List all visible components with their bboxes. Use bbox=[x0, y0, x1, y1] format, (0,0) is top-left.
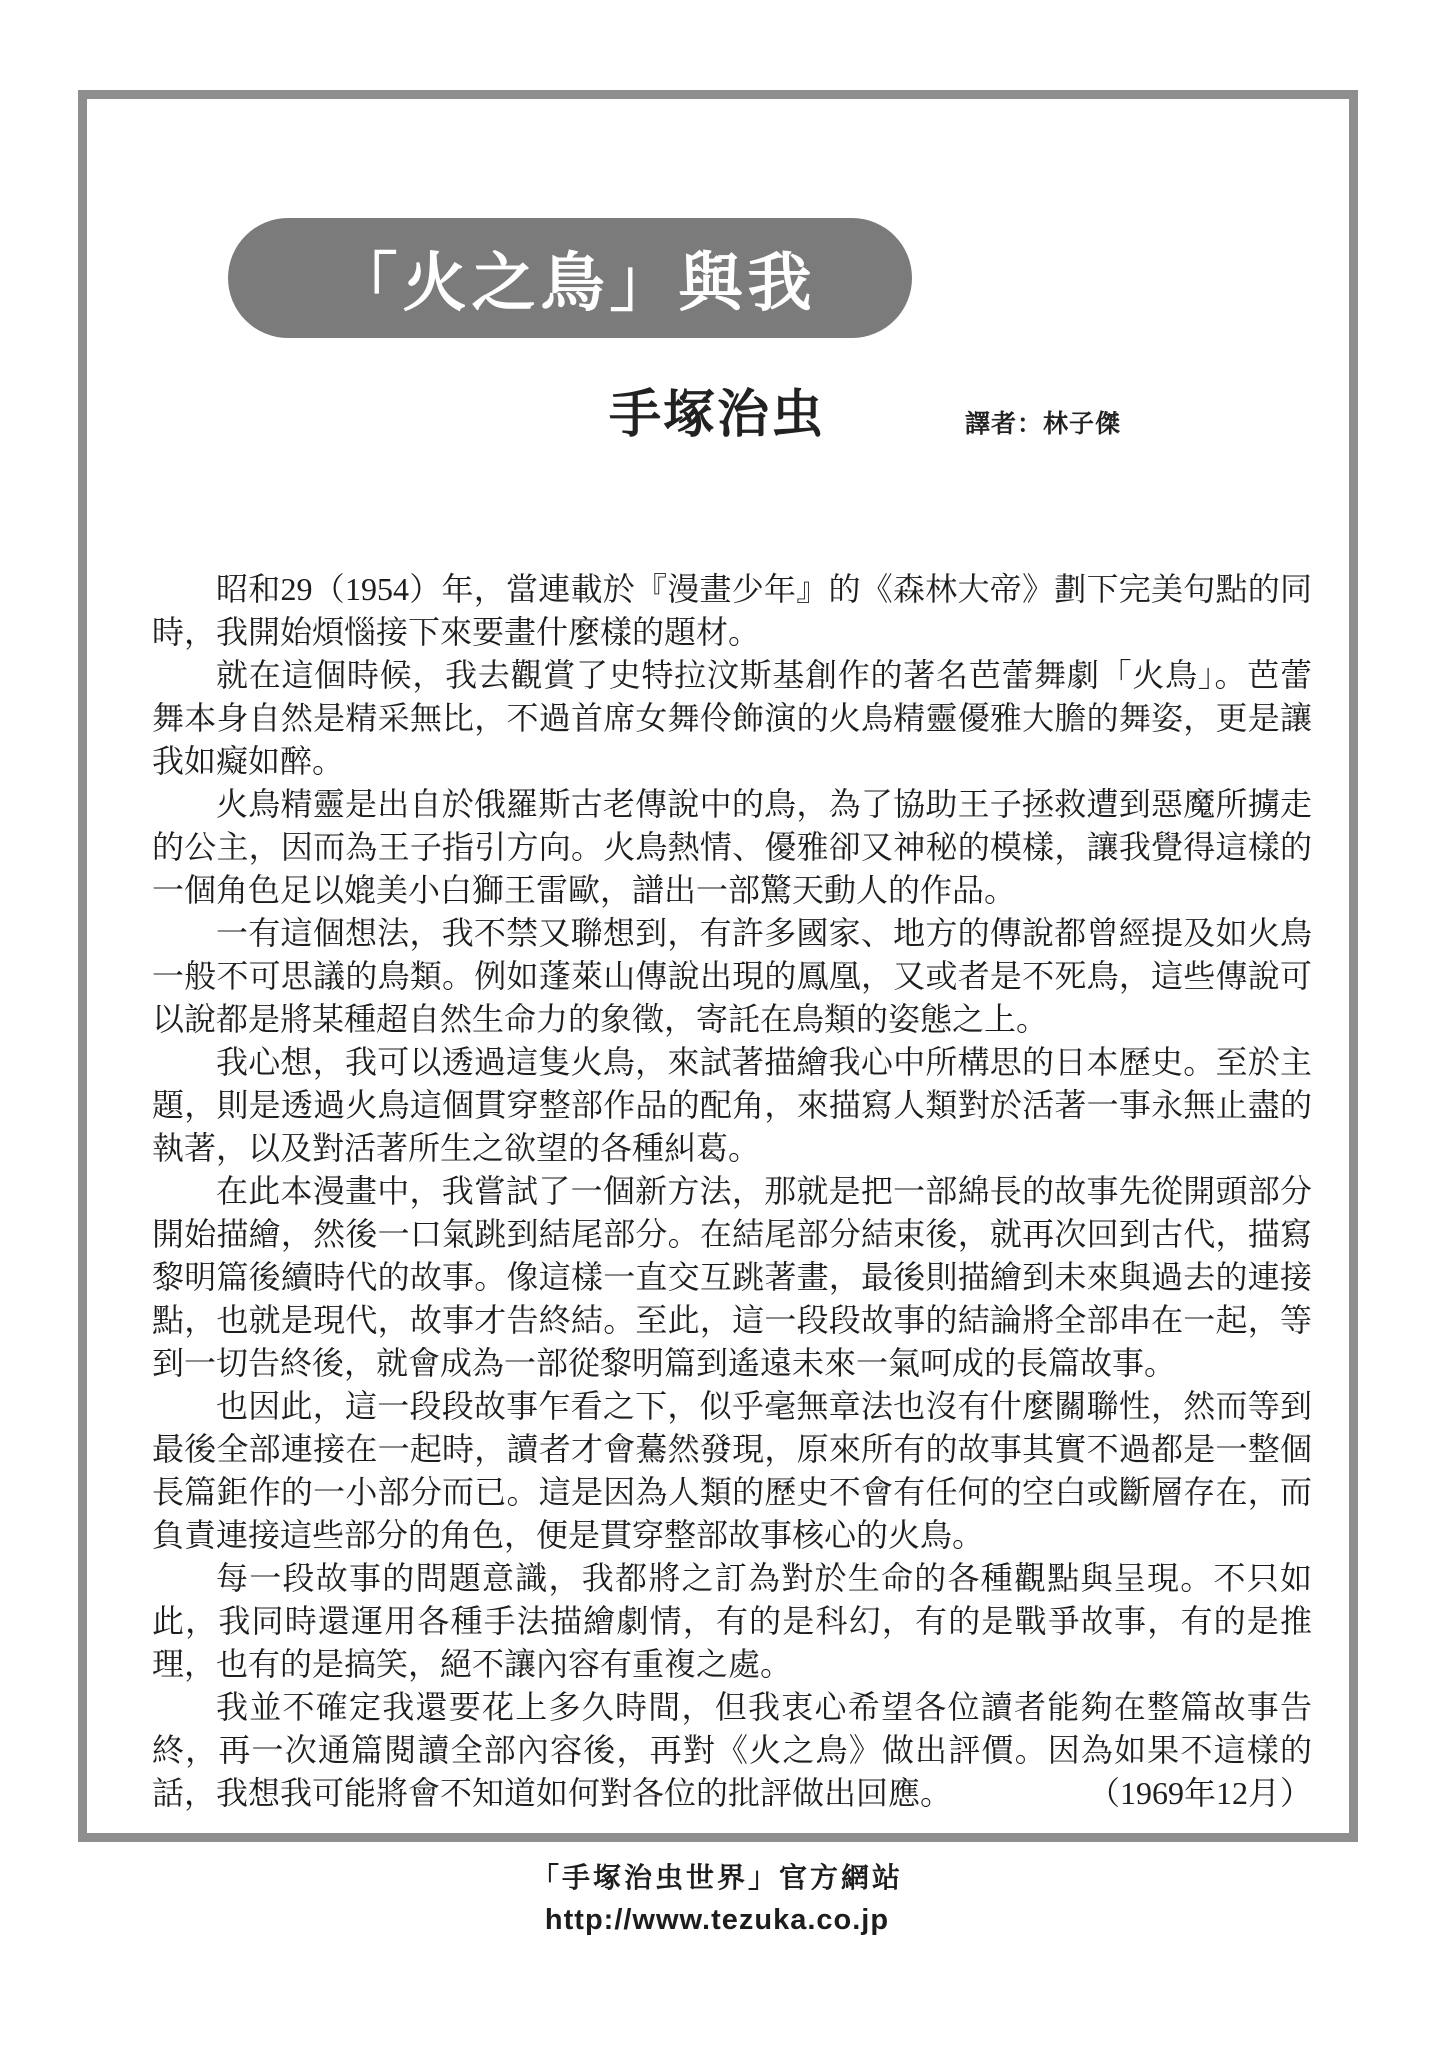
paragraph-text: 我並不確定我還要花上多久時間，但我衷心希望各位讀者能夠在整篇故事告終，再一次通篇閱讀全部內容後，再對《火之鳥》做出評價。因為如果不這樣的話，我想我可能將會不知道如何對各位的批評做出回應。 bbox=[152, 1689, 1312, 1811]
title-banner bbox=[228, 218, 912, 338]
article-body bbox=[152, 568, 1312, 1815]
paragraph: 我心想，我可以透過這隻火鳥，來試著描繪我心中所構思的日本歷史。至於主題，則是透過火鳥這個貫穿整部作品的配角，來描寫人類對於活著一事永無止盡的執著，以及對活著所生之欲望的各種糾葛。 bbox=[152, 1044, 1312, 1166]
paragraph: 昭和29（1954）年，當連載於『漫畫少年』的《森林大帝》劃下完美句點的同時，我開始煩惱接下來要畫什麼樣的題材。 bbox=[152, 571, 1312, 650]
paragraph: 火鳥精靈是出自於俄羅斯古老傳說中的鳥，為了協助王子拯救遭到惡魔所擄走的公主，因而為王子指引方向。火鳥熱情、優雅卻又神秘的模樣，讓我覺得這樣的一個角色足以媲美小白獅王雷歐，譜出一部驚天動人的作品。 bbox=[152, 786, 1312, 908]
paragraph bbox=[152, 1686, 1312, 1815]
page-title: 「火之鳥」與我 bbox=[333, 247, 817, 319]
author-name: 手塚治虫 bbox=[608, 387, 825, 444]
paragraph: 每一段故事的問題意識，我都將之訂為對於生命的各種觀點與呈現。不只如此，我同時還運用各種手法描繪劇情，有的是科幻，有的是戰爭故事，有的是推理，也有的是搞笑，絕不讓內容有重複之處。 bbox=[152, 1560, 1312, 1682]
paragraph: 在此本漫畫中，我嘗試了一個新方法，那就是把一部綿長的故事先從開頭部分開始描繪，然後一口氣跳到結尾部分。在結尾部分結束後，就再次回到古代，描寫黎明篇後續時代的故事。像這樣一直交互跳著畫，最後則描繪到未來與過去的連接點，也就是現代，故事才告終結。至此，這一段段故事的結論將全部串在一起，等到一切告終後，就會成為一部從黎明篇到遙遠未來一氣呵成的長篇故事。 bbox=[152, 1173, 1312, 1381]
date-note: （1969年12月） bbox=[1087, 1775, 1312, 1811]
translator-credit: 譯者：林子傑 bbox=[965, 410, 1122, 438]
paragraph: 也因此，這一段段故事乍看之下，似乎毫無章法也沒有什麼關聯性，然而等到最後全部連接在一起時，讀者才會驀然發現，原來所有的故事其實不過都是一整個長篇鉅作的一小部分而已。這是因為人類的歷史不會有任何的空白或斷層存在，而負責連接這些部分的角色，便是貫穿整部故事核心的火鳥。 bbox=[152, 1388, 1312, 1553]
footer-site-url: http://www.tezuka.co.jp bbox=[544, 1904, 890, 1936]
paragraph: 就在這個時候，我去觀賞了史特拉汶斯基創作的著名芭蕾舞劇「火鳥」。芭蕾舞本身自然是精采無比，不過首席女舞伶飾演的火鳥精靈優雅大膽的舞姿，更是讓我如癡如醉。 bbox=[152, 657, 1312, 779]
footer-site-name: 「手塚治虫世界」官方網站 bbox=[530, 1862, 903, 1893]
paragraph: 一有這個想法，我不禁又聯想到，有許多國家、地方的傳說都曾經提及如火鳥一般不可思議的鳥類。例如蓬萊山傳說出現的鳳凰，又或者是不死鳥，這些傳說可以說都是將某種超自然生命力的象徵，寄託在鳥類的姿態之上。 bbox=[152, 915, 1312, 1037]
page-footer bbox=[0, 1856, 1434, 1937]
